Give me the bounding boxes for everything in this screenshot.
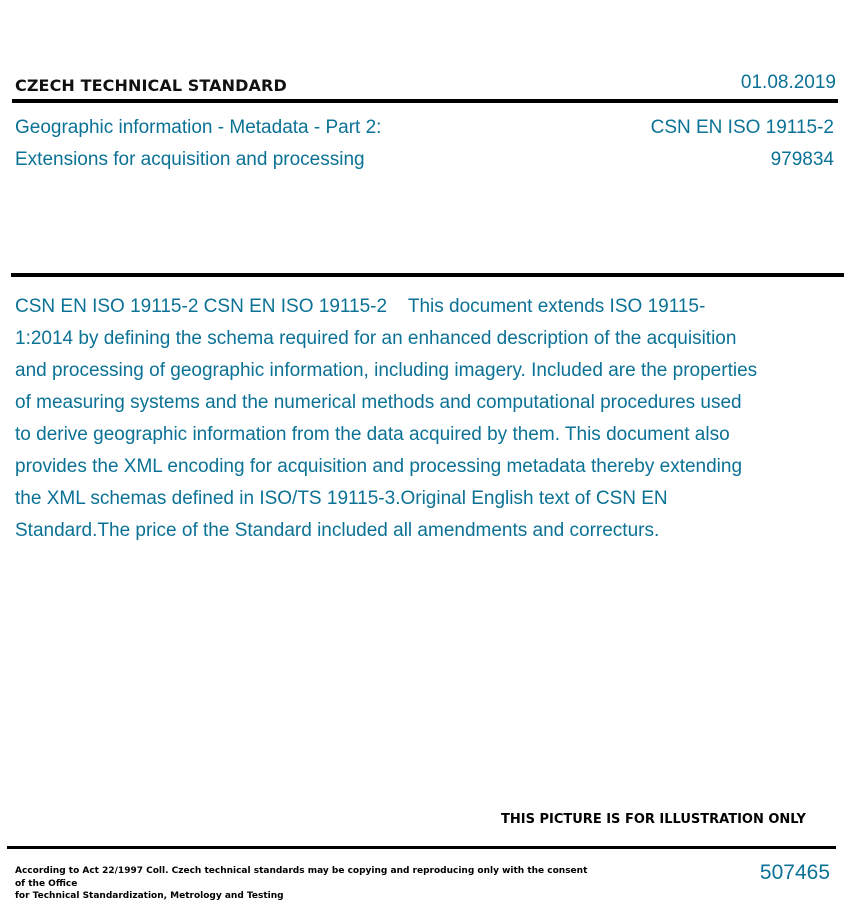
header-divider [12,99,838,103]
standard-code: CSN EN ISO 19115-2 [650,117,834,138]
illustration-note: THIS PICTURE IS FOR ILLUSTRATION ONLY [501,812,806,827]
abstract-text [15,291,763,547]
standard-type-label: CZECH TECHNICAL STANDARD [15,76,287,95]
footer-number: 507465 [759,861,830,884]
legal-notice-line-2: for Technical Standardization, Metrology and Testing [15,891,284,901]
publication-date: 01.08.2019 [740,72,836,93]
abstract-lead: CSN EN ISO 19115-2 CSN EN ISO 19115-2 [15,296,408,317]
legal-notice [15,865,595,903]
abstract-body: This document extends ISO 19115-1:2014 by defining the schema required for an enhanced description of the acquisition and processing of geographic information, including imagery. Included are the properties of measuring systems and the numerical methods and computational procedures used to derive geographic information from the data acquired by them. This document also provides the XML encoding for acquisition and processing metadata thereby extending the XML schemas defined in ISO/TS 19115-3.Original English text of CSN EN Standard.The price of the Standard included all amendments and correcturs. [15,296,763,541]
catalog-number: 979834 [770,149,834,170]
document-title-line-1: Geographic information - Metadata - Part 2: [15,117,382,138]
footer-divider [7,846,836,849]
document-title-line-2: Extensions for acquisition and processing [15,149,365,170]
title-divider [11,273,844,277]
legal-notice-line-1: According to Act 22/1997 Coll. Czech technical standards may be copying and reproducing only with the consent of the Office [15,866,588,889]
